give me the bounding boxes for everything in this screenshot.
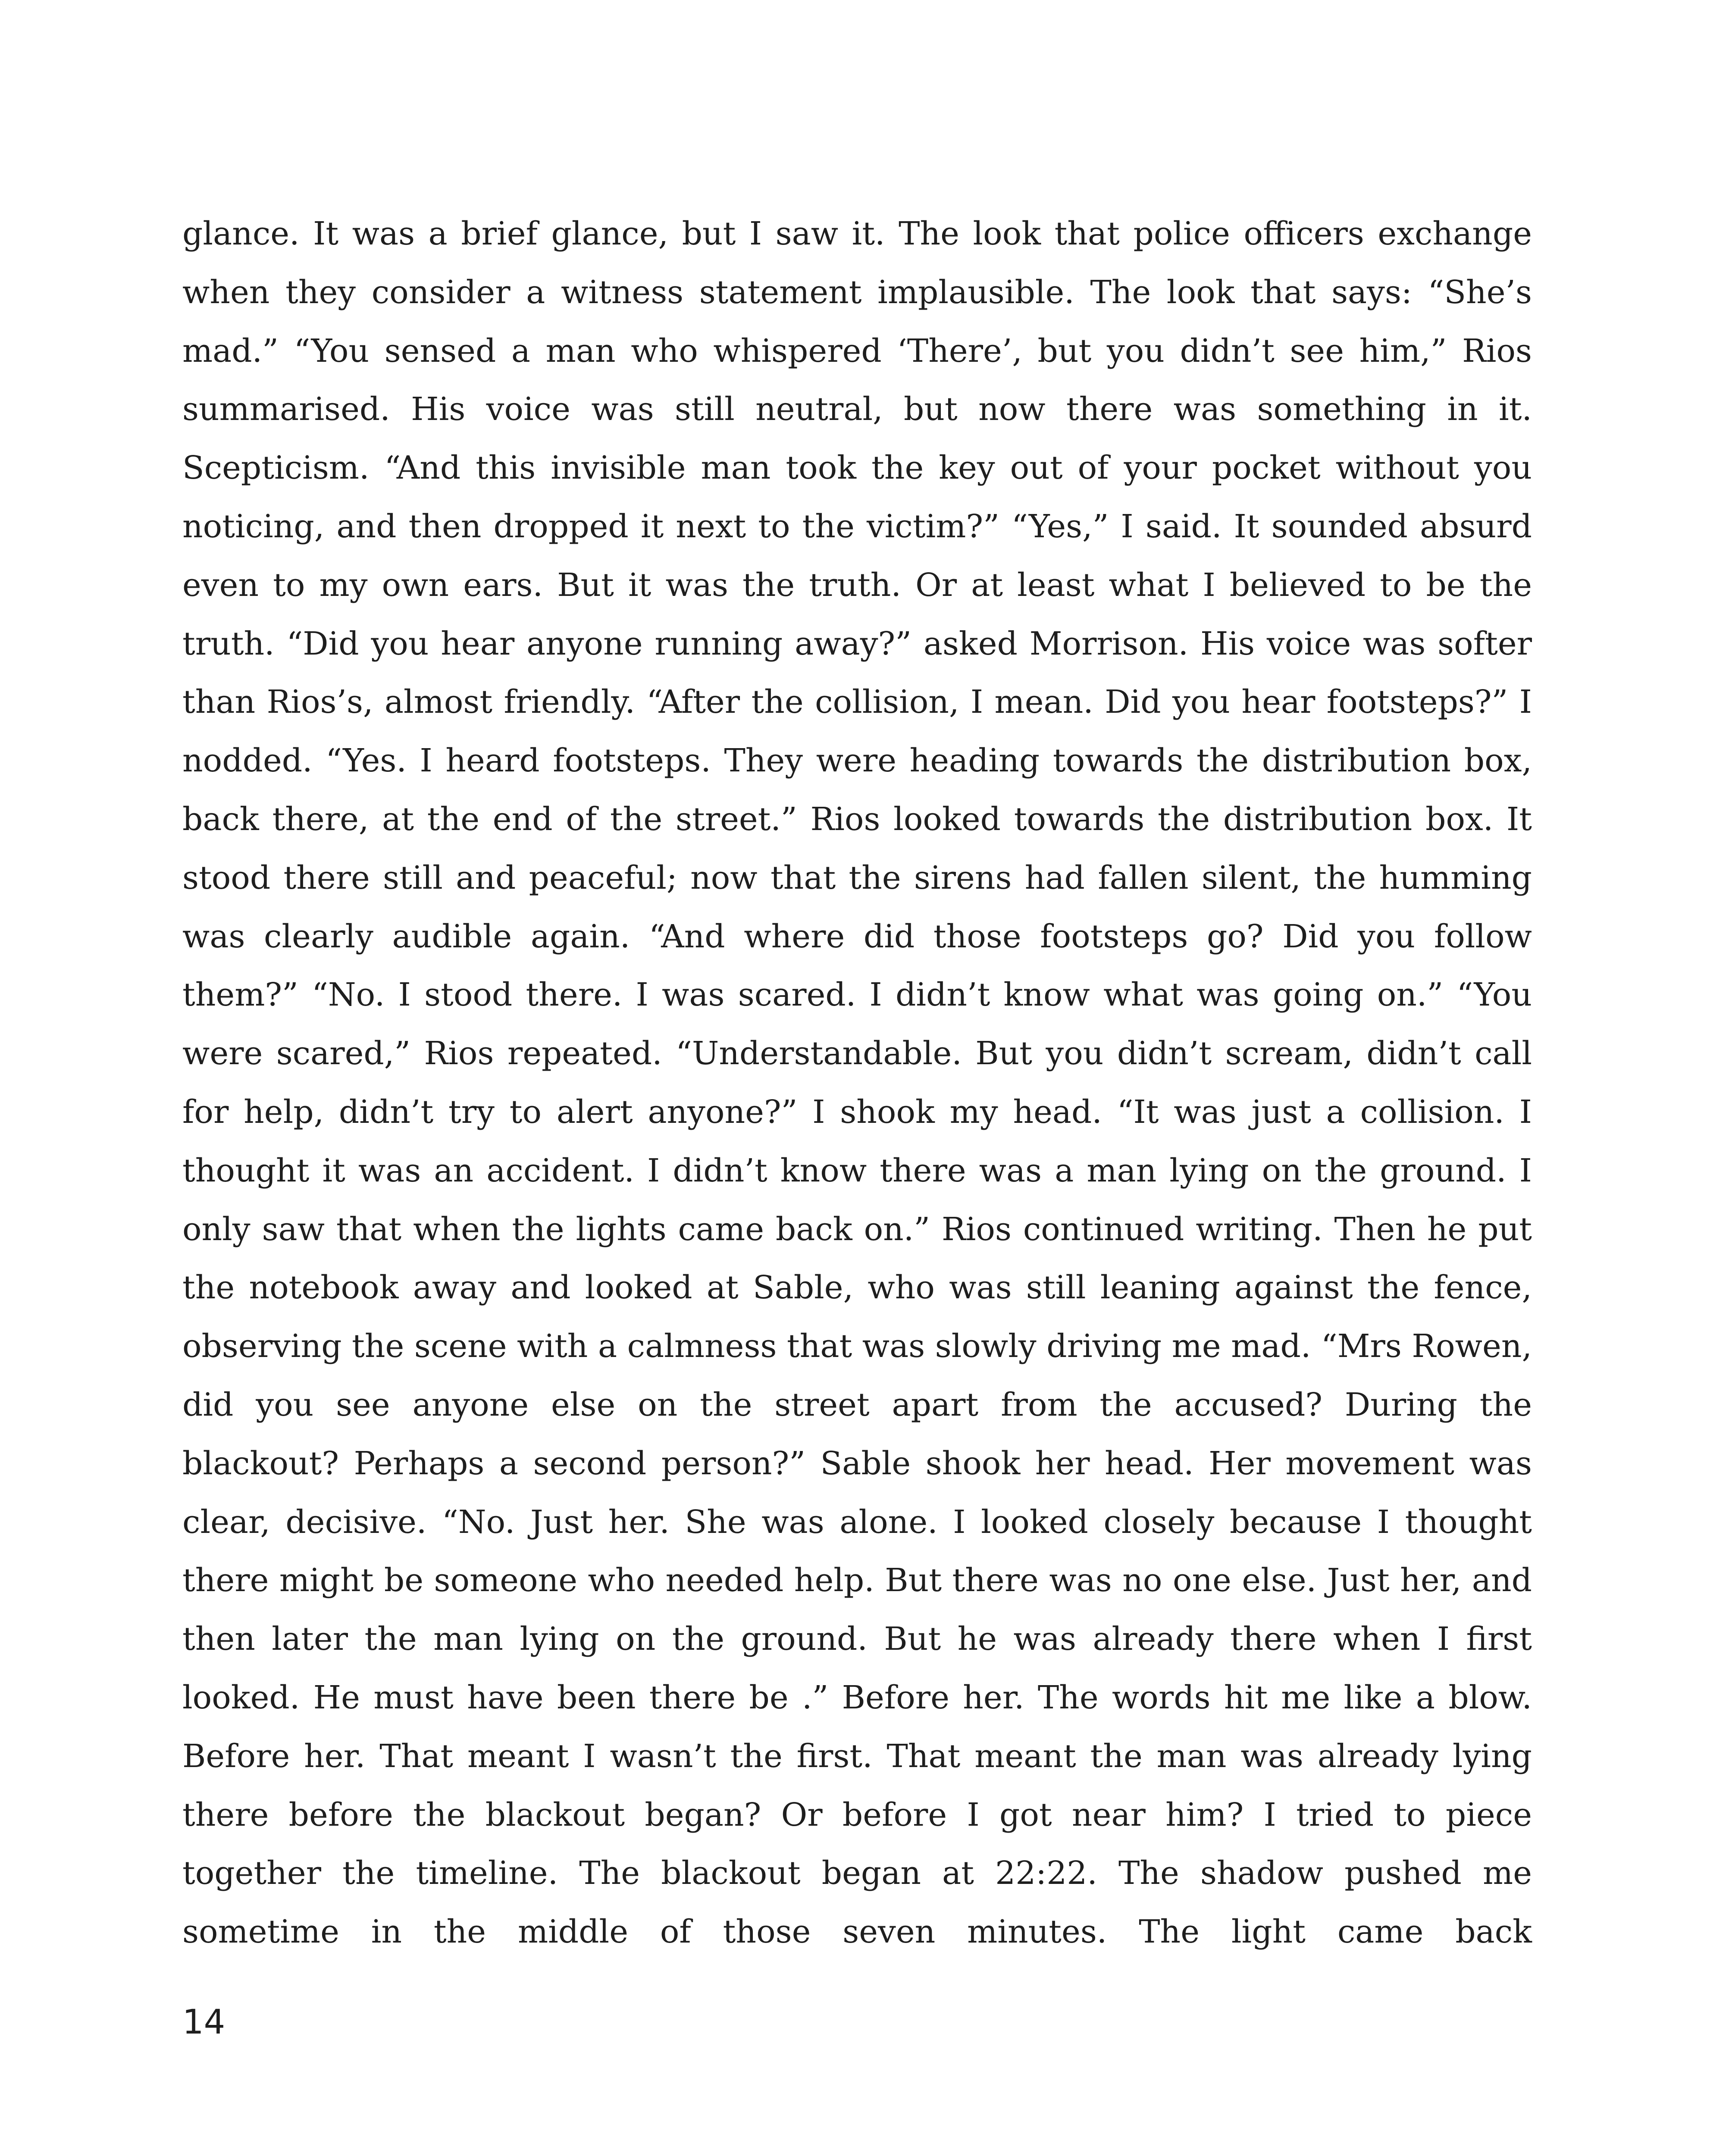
page-number: 14 xyxy=(182,2003,226,2042)
body-paragraph: glance. It was a brief glance, but I saw it. The look that police officers exchange when they consider a witness statement implausible. The look that says: “She’s mad.” “You sensed a man who whispered ‘There’, but you didn’t see him,” Rios summarised. His voice was still neutral, but now there was something in it. Scepticism. “And this invisible man took the key out of your pocket without you noticing, and then dropped it next to the victim?” “Yes,” I said. It sounded absurd even to my own ears. But it was the truth. Or at least what I believed to be the truth. “Did you hear anyone running away?” asked Morrison. His voice was softer than Rios’s, almost friendly. “After the collision, I mean. Did you hear footsteps?” I nodded. “Yes. I heard footsteps. They were heading towards the distribution box, back there, at the end of the street.” Rios looked towards the distribution box. It stood there still and peaceful; now that the sirens had fallen silent, the humming was clearly audible again. “And where did those footsteps go? Did you follow them?” “No. I stood there. I was scared. I didn’t know what was going on.” “You were scared,” Rios repeated. “Understandable. But you didn’t scream, didn’t call for help, didn’t try to alert anyone?” I shook my head. “It was just a collision. I thought it was an accident. I didn’t know there was a man lying on the ground. I only saw that when the lights came back on.” Rios continued writing. Then he put the notebook away and looked at Sable, who was still leaning against the fence, observing the scene with a calmness that was slowly driving me mad. “Mrs Rowen, did you see anyone else on the street apart from the accused? During the blackout? Perhaps a second person?” Sable shook her head. Her movement was clear, decisive. “No. Just her. She was alone. I looked closely because I thought there might be someone who needed help. But there was no one else. Just her, and then later the man lying on the ground. But he was already there when I first looked. He must have been there be .” Before her. The words hit me like a blow. Before her. That meant I wasn’t the first. That meant the man was already lying there before the blackout began? Or before I got near him? I tried to piece together the timeline. The blackout began at 22:22. The shadow pushed me sometime in the middle of those seven minutes. The light came back xyxy=(182,215,1532,1951)
